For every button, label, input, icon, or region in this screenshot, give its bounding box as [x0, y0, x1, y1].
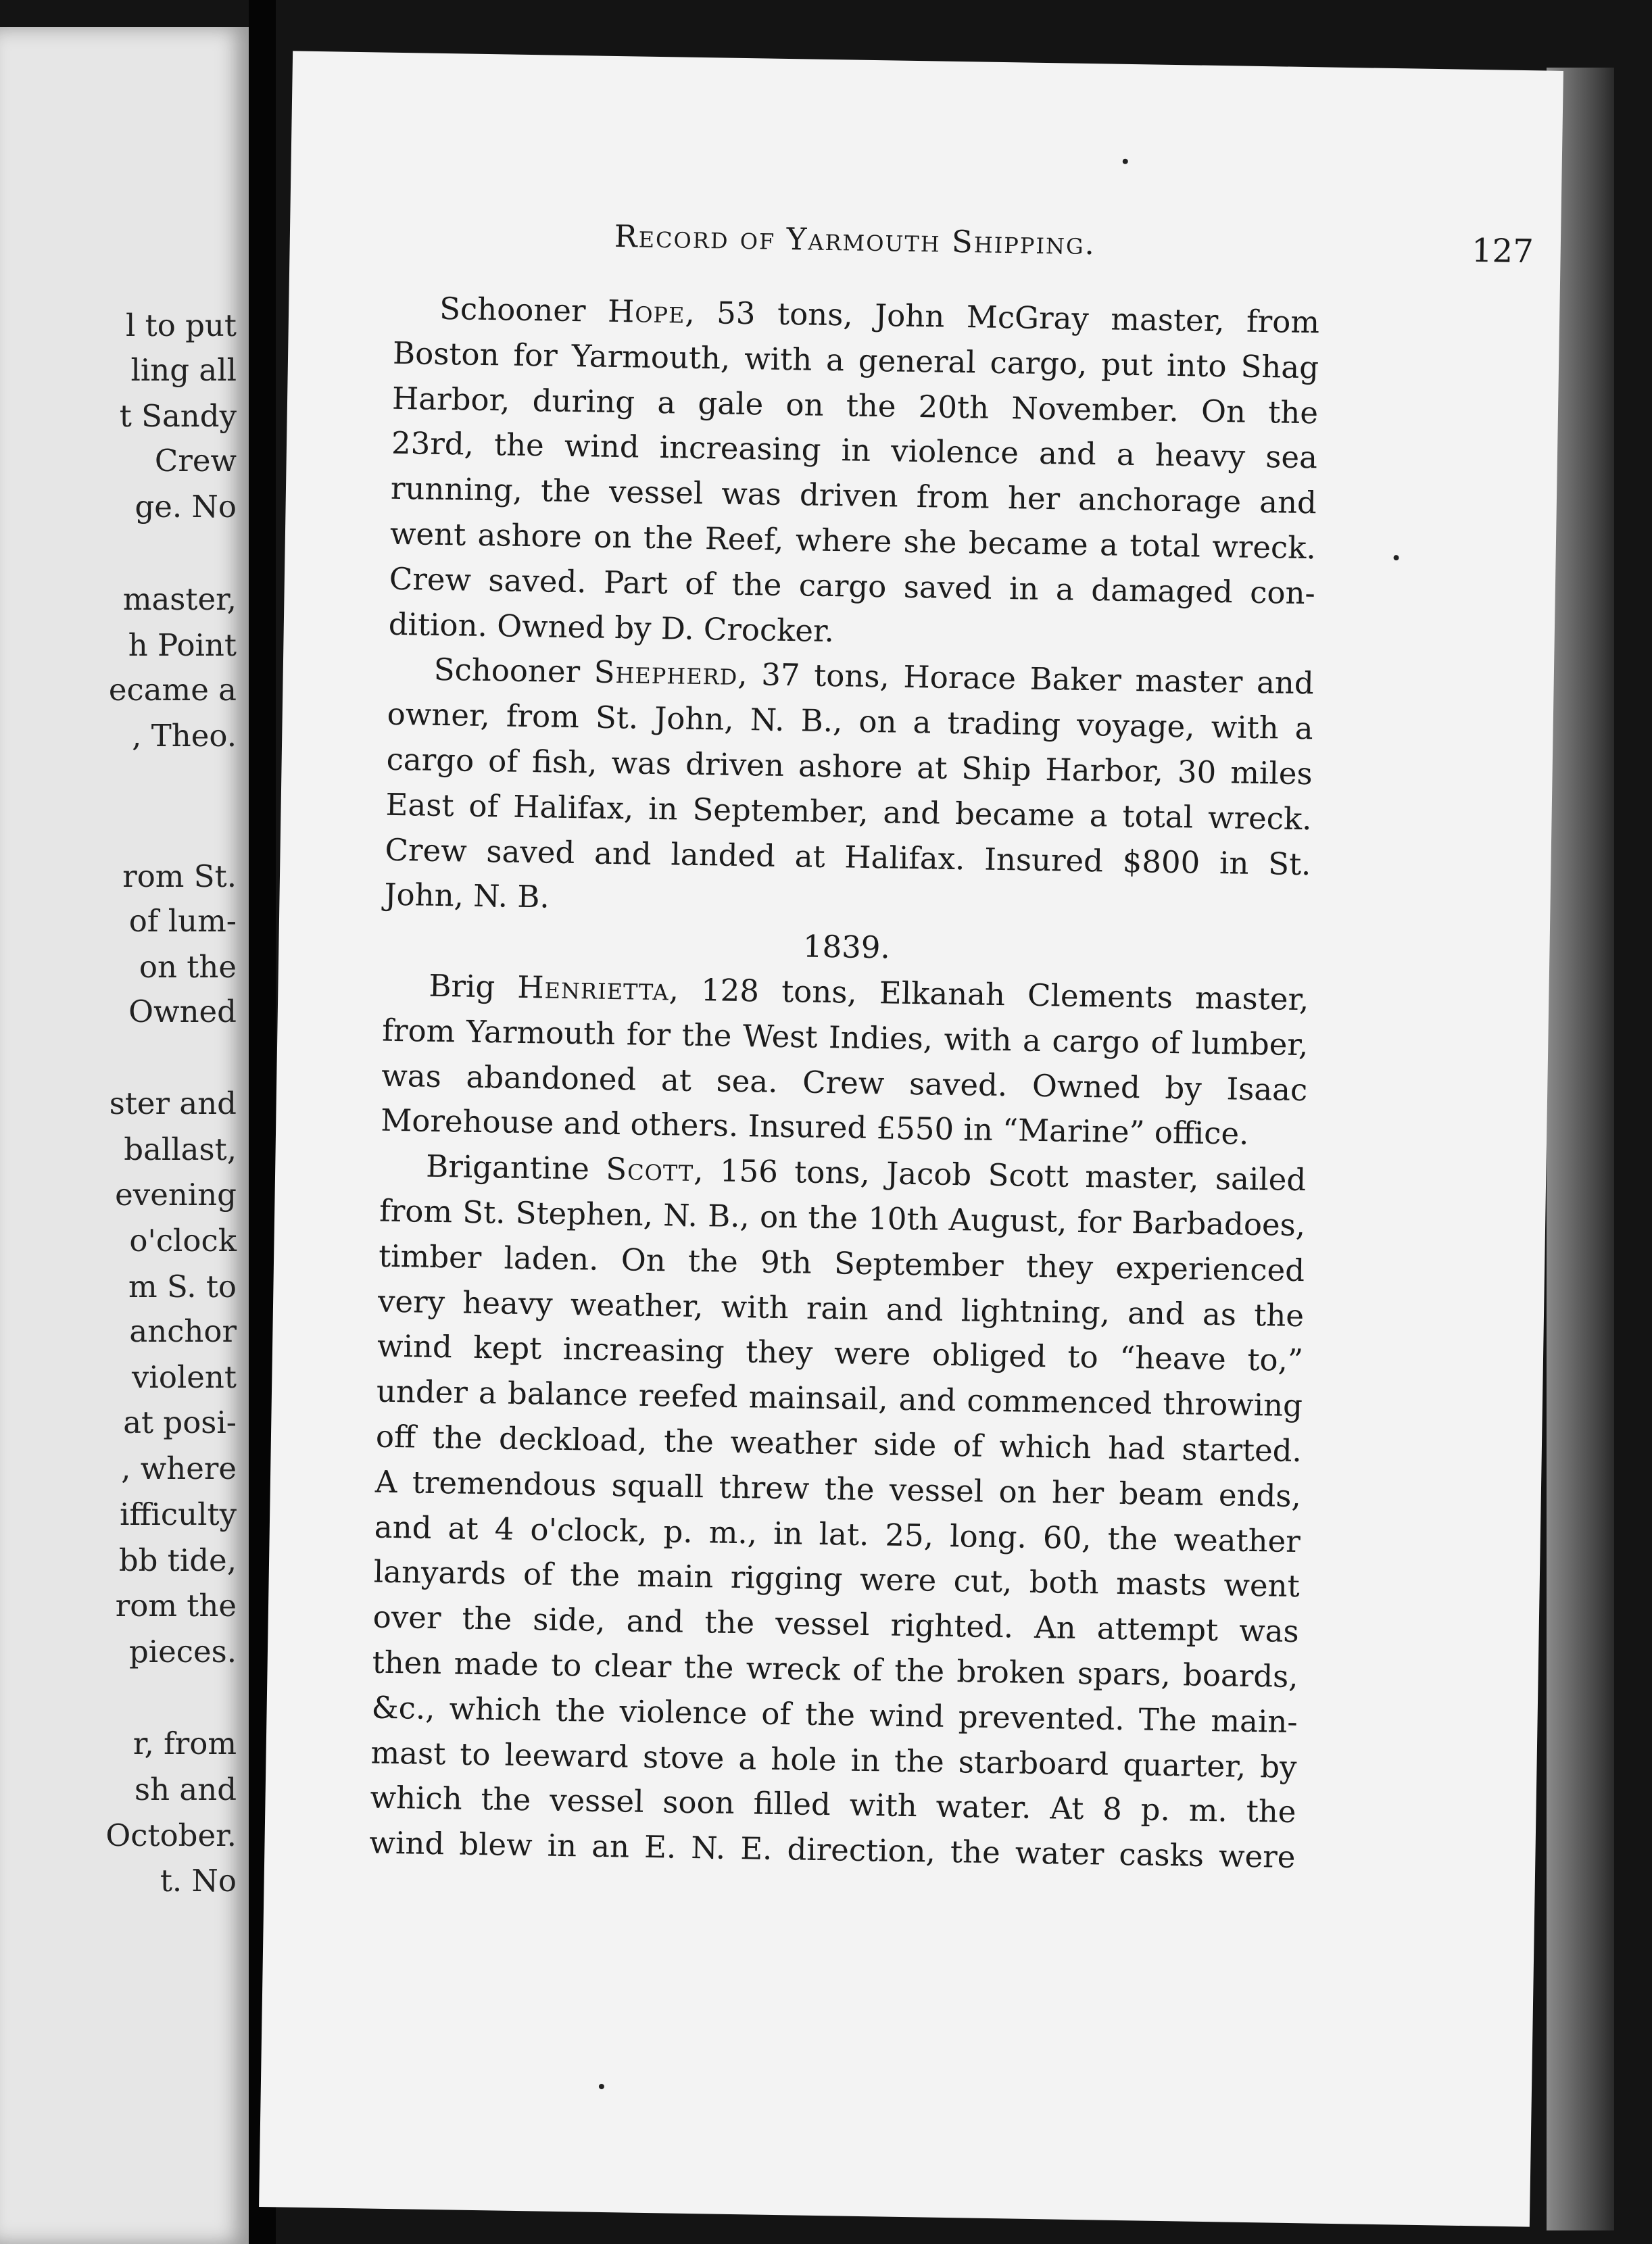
left-page-fragment: of lum- — [128, 903, 237, 939]
entry-scott-line: which the vessel soon filled with water. At 8 p. m. the — [370, 1779, 1296, 1830]
running-title: Record of Yarmouth Shipping. — [614, 218, 1096, 262]
entry-scott-line: &c., which the violence of the wind prevented. The main- — [371, 1689, 1298, 1740]
entry-shepherd-line: Schooner Shepherd, 37 tons, Horace Baker master and — [433, 652, 1315, 702]
entry-scott-line: and at 4 o'clock, p. m., in lat. 25, long. 60, the weather — [374, 1509, 1301, 1559]
left-page-fragment: , Theo. — [132, 718, 237, 754]
left-page-fragment: Crew — [154, 443, 237, 479]
entry-scott-line: wind blew in an E. N. E. direction, the water casks were — [369, 1824, 1296, 1876]
entry-scott-line: wind kept increasing they were obliged to “heave to,” — [376, 1327, 1304, 1379]
left-page-fragment: h Point — [128, 627, 237, 663]
entry-hope-line: went ashore on the Reef, where she became a total wreck. — [389, 515, 1317, 566]
left-page-fragment: ge. No — [135, 489, 237, 525]
left-page-fragment: violent — [132, 1359, 237, 1395]
vessel-name-hope: Hope — [607, 293, 685, 331]
entry-scott-line: lanyards of the main rigging were cut, both masts went — [373, 1553, 1301, 1605]
left-page-fragment: ifficulty — [120, 1496, 237, 1532]
left-page — [0, 27, 249, 2244]
running-head — [614, 218, 1534, 280]
ink-speck — [1394, 555, 1399, 560]
entry-hope-line: Harbor, during a gale on the 20th November. On the — [391, 380, 1319, 431]
entry-scott-line: over the side, and the vessel righted. An attempt was — [372, 1599, 1300, 1650]
entry-scott-line: under a balance reefed mainsail, and commenced throwing — [376, 1373, 1303, 1424]
left-page-fragment: ster and — [109, 1086, 237, 1121]
entry-shepherd-line: John, N. B. — [384, 877, 550, 915]
left-page-fragment: pieces. — [128, 1634, 237, 1669]
entry-hope-line: Schooner Hope, 53 tons, John McGray master, from — [439, 290, 1320, 341]
left-page-fragment: master, — [122, 581, 237, 617]
entry-scott-line: Brigantine Scott, 156 tons, Jacob Scott master, sailed — [425, 1148, 1307, 1198]
entry-scott-line: mast to leeward stove a hole in the starboard quarter, by — [370, 1734, 1297, 1785]
left-page-fragment: ling all — [130, 352, 237, 388]
left-page-fragment: October. — [105, 1818, 237, 1853]
vessel-name-shepherd: Shepherd — [593, 654, 738, 693]
entry-hope-line: Crew saved. Part of the cargo saved in a damaged con- — [389, 560, 1316, 612]
entry-scott-line: from St. Stephen, N. B., on the 10th August, for Barbadoes, — [379, 1192, 1306, 1244]
entry-shepherd-line: owner, from St. John, N. B., on a trading voyage, with a — [387, 696, 1314, 747]
left-page-fragment: on the — [139, 949, 237, 985]
entry-scott-line: timber laden. On the 9th September they experienced — [378, 1238, 1305, 1288]
left-page-fragment: , where — [121, 1450, 237, 1486]
entry-henrietta-line: from Yarmouth for the West Indies, with a cargo of lumber, — [382, 1012, 1309, 1063]
left-page-fragment: t. No — [160, 1863, 237, 1899]
entry-shepherd-line: cargo of fish, was driven ashore at Ship Harbor, 30 miles — [386, 741, 1313, 792]
vessel-name-henrietta: Henrietta — [516, 969, 670, 1008]
left-page-fragment: rom the — [115, 1588, 237, 1624]
entry-henrietta-line: Brig Henrietta, 128 tons, Elkanah Clements master, — [429, 967, 1309, 1018]
left-page-fragment: o'clock — [129, 1223, 237, 1259]
left-page-fragment: at posi- — [123, 1405, 237, 1440]
left-page-fragment: bb tide, — [118, 1542, 237, 1578]
left-page-fragment: ecame a — [108, 672, 237, 708]
left-page-fragment: rom St. — [122, 858, 237, 894]
right-page — [259, 51, 1563, 2226]
ink-speck — [1123, 159, 1128, 164]
entry-scott-line: very heavy weather, with rain and lightning, and as the — [377, 1283, 1305, 1334]
ink-speck — [599, 2084, 604, 2089]
page-number: 127 — [1471, 231, 1534, 271]
entry-hope-line: 23rd, the wind increasing in violence and a heavy sea — [391, 425, 1318, 476]
left-page-fragment: r, from — [132, 1726, 237, 1761]
left-page-fragment: l to put — [125, 308, 237, 343]
entry-scott-line: off the deckload, the weather side of which had started. — [375, 1418, 1303, 1469]
entry-scott-line: A tremendous squall threw the vessel on her beam ends, — [374, 1463, 1302, 1514]
body-text — [369, 286, 1320, 1880]
entry-scott-line: then made to clear the wreck of the broken spars, boards, — [372, 1644, 1298, 1694]
entry-shepherd-line: Crew saved and landed at Halifax. Insured $800 in St. — [385, 831, 1311, 882]
left-page-fragment: sh and — [135, 1772, 237, 1807]
left-page-fragment: t Sandy — [119, 398, 237, 434]
entry-henrietta-line: Morehouse and others. Insured £550 in “Marine” office. — [380, 1102, 1249, 1152]
left-page-fragment: anchor — [129, 1313, 237, 1349]
entry-shepherd-line: East of Halifax, in September, and became a total wreck. — [385, 786, 1312, 837]
entry-hope-line: dition. Owned by D. Crocker. — [388, 606, 835, 649]
year-heading: 1839. — [802, 928, 891, 966]
left-page-fragment: ballast, — [124, 1131, 237, 1167]
left-page-fragment: evening — [115, 1177, 237, 1213]
left-page-fragment: m S. to — [128, 1269, 237, 1304]
vessel-name-scott: Scott — [605, 1151, 694, 1189]
left-page-fragment: Owned — [128, 994, 237, 1029]
entry-hope-line: running, the vessel was driven from her anchorage and — [390, 470, 1317, 521]
entry-hope-line: Boston for Yarmouth, with a general cargo, put into Shag — [392, 335, 1319, 386]
entry-henrietta-line: was abandoned at sea. Crew saved. Owned by Isaac — [381, 1057, 1308, 1108]
